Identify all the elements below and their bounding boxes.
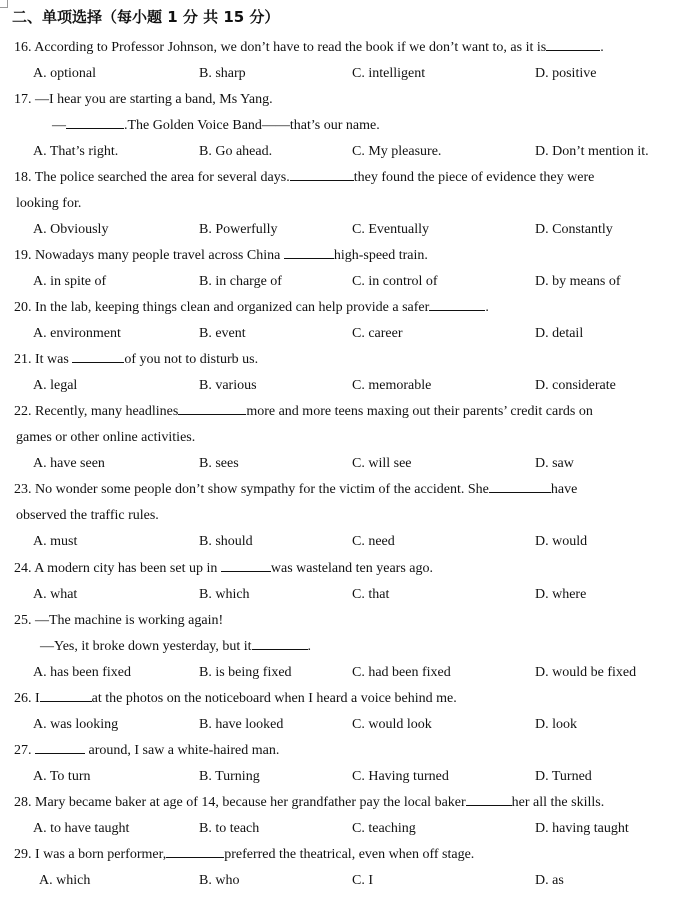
option-26-c[interactable]: C. would look: [352, 717, 432, 732]
option-29-a[interactable]: A. which: [39, 873, 91, 888]
dialog-line-1: —The machine is working again!: [35, 613, 224, 628]
question-23: 23. No wonder some people don’t show sympathy for the victim of the accident. She have: [14, 482, 578, 497]
section-title: 二、单项选择（每小题 1 分 共 15 分）: [12, 8, 280, 26]
option-16-b[interactable]: B. sharp: [199, 66, 246, 81]
option-25-d[interactable]: D. would be fixed: [535, 665, 637, 680]
option-28-d[interactable]: D. having taught: [535, 821, 629, 836]
question-24: 24. A modern city has been set up in was wasteland ten years ago.: [14, 561, 433, 576]
question-28: 28. Mary became baker at age of 14, because her grandfather pay the local baker her all the skills.: [14, 795, 605, 810]
option-22-d[interactable]: D. saw: [535, 456, 574, 471]
option-29-b[interactable]: B. who: [199, 873, 240, 888]
question-22-line-2: games or other online activities.: [16, 430, 196, 445]
question-18-line-2: looking for.: [16, 196, 82, 211]
option-27-a[interactable]: A. To turn: [33, 769, 91, 784]
question-18: 18. The police searched the area for several days. they found the piece of evidence they were: [14, 170, 595, 185]
option-20-c[interactable]: C. career: [352, 326, 403, 341]
answer-blank[interactable]: [35, 752, 85, 754]
question-27: 27. around, I saw a white-haired man.: [14, 743, 280, 758]
answer-blank[interactable]: [489, 491, 551, 493]
answer-blank[interactable]: [284, 257, 334, 259]
option-19-a[interactable]: A. in spite of: [33, 274, 107, 289]
option-25-c[interactable]: C. had been fixed: [352, 665, 451, 680]
option-22-c[interactable]: C. will see: [352, 456, 412, 471]
answer-blank[interactable]: [178, 413, 246, 415]
option-23-d[interactable]: D. would: [535, 534, 588, 549]
option-24-a[interactable]: A. what: [33, 587, 78, 602]
question-16: 16. According to Professor Johnson, we don’t have to read the book if we don’t want to, as it is .: [14, 40, 604, 55]
option-20-a[interactable]: A. environment: [33, 326, 121, 341]
question-26: 26. I at the photos on the noticeboard when I heard a voice behind me.: [14, 691, 457, 706]
question-17: [14, 87, 273, 113]
option-16-c[interactable]: C. intelligent: [352, 66, 426, 81]
option-29-c[interactable]: C. I: [352, 873, 373, 888]
question-22: 22. Recently, many headlines more and more teens maxing out their parents’ credit cards on: [14, 404, 593, 419]
question-21: 21. It was of you not to disturb us.: [14, 352, 259, 367]
answer-blank[interactable]: [466, 804, 512, 806]
option-23-a[interactable]: A. must: [33, 534, 78, 549]
option-17-d[interactable]: D. Don’t mention it.: [535, 144, 649, 159]
option-28-a[interactable]: A. to have taught: [33, 821, 130, 836]
dialog-line-1: —I hear you are starting a band, Ms Yang.: [35, 92, 273, 107]
option-24-b[interactable]: B. which: [199, 587, 250, 602]
option-18-d[interactable]: D. Constantly: [535, 222, 613, 237]
question-text: According to Professor Johnson, we don’t have to read the book if we don’t want to, as it is: [34, 40, 547, 55]
option-19-b[interactable]: B. in charge of: [199, 274, 282, 289]
option-20-b[interactable]: B. event: [199, 326, 246, 341]
question-17-line-2: — .The Golden Voice Band——that’s our name.: [52, 118, 380, 133]
option-27-d[interactable]: D. Turned: [535, 769, 592, 784]
option-23-c[interactable]: C. need: [352, 534, 395, 549]
answer-blank[interactable]: [72, 361, 124, 363]
page-corner-mark: [0, 0, 8, 8]
question-25-line-2: —Yes, it broke down yesterday, but it .: [40, 639, 312, 654]
option-27-b[interactable]: B. Turning: [199, 769, 260, 784]
option-20-d[interactable]: D. detail: [535, 326, 584, 341]
option-24-d[interactable]: D. where: [535, 587, 587, 602]
option-21-d[interactable]: D. considerate: [535, 378, 616, 393]
option-27-c[interactable]: C. Having turned: [352, 769, 449, 784]
question-number: 17.: [14, 92, 32, 107]
option-24-c[interactable]: C. that: [352, 587, 390, 602]
option-29-d[interactable]: D. as: [535, 873, 564, 888]
option-21-a[interactable]: A. legal: [33, 378, 78, 393]
answer-blank[interactable]: [66, 127, 124, 129]
option-26-d[interactable]: D. look: [535, 717, 577, 732]
option-16-a[interactable]: A. optional: [33, 66, 96, 81]
option-17-b[interactable]: B. Go ahead.: [199, 144, 273, 159]
option-16-d[interactable]: D. positive: [535, 66, 597, 81]
option-25-b[interactable]: B. is being fixed: [199, 665, 292, 680]
option-28-b[interactable]: B. to teach: [199, 821, 260, 836]
option-18-b[interactable]: B. Powerfully: [199, 222, 278, 237]
question-19: 19. Nowadays many people travel across China high-speed train.: [14, 248, 428, 263]
option-19-d[interactable]: D. by means of: [535, 274, 621, 289]
question-20: 20. In the lab, keeping things clean and organized can help provide a safer .: [14, 300, 489, 315]
option-17-a[interactable]: A. That’s right.: [33, 144, 119, 159]
question-29: 29. I was a born performer, preferred the theatrical, even when off stage.: [14, 847, 475, 862]
option-18-c[interactable]: C. Eventually: [352, 222, 429, 237]
option-23-b[interactable]: B. should: [199, 534, 253, 549]
option-26-a[interactable]: A. was looking: [33, 717, 119, 732]
question-25: 25. —The machine is working again!: [14, 613, 224, 628]
option-22-b[interactable]: B. sees: [199, 456, 239, 471]
answer-blank[interactable]: [429, 309, 485, 311]
answer-blank[interactable]: [40, 700, 92, 702]
answer-blank[interactable]: [166, 856, 224, 858]
option-17-c[interactable]: C. My pleasure.: [352, 144, 442, 159]
answer-blank[interactable]: [546, 49, 600, 51]
answer-blank[interactable]: [221, 570, 271, 572]
option-19-c[interactable]: C. in control of: [352, 274, 438, 289]
option-22-a[interactable]: A. have seen: [33, 456, 105, 471]
option-21-c[interactable]: C. memorable: [352, 378, 432, 393]
option-21-b[interactable]: B. various: [199, 378, 257, 393]
option-18-a[interactable]: A. Obviously: [33, 222, 109, 237]
answer-blank[interactable]: [290, 179, 354, 181]
option-28-c[interactable]: C. teaching: [352, 821, 416, 836]
question-23-line-2: observed the traffic rules.: [16, 508, 159, 523]
option-26-b[interactable]: B. have looked: [199, 717, 284, 732]
question-number: 16.: [14, 40, 32, 55]
answer-blank[interactable]: [252, 648, 308, 650]
option-25-a[interactable]: A. has been fixed: [33, 665, 131, 680]
